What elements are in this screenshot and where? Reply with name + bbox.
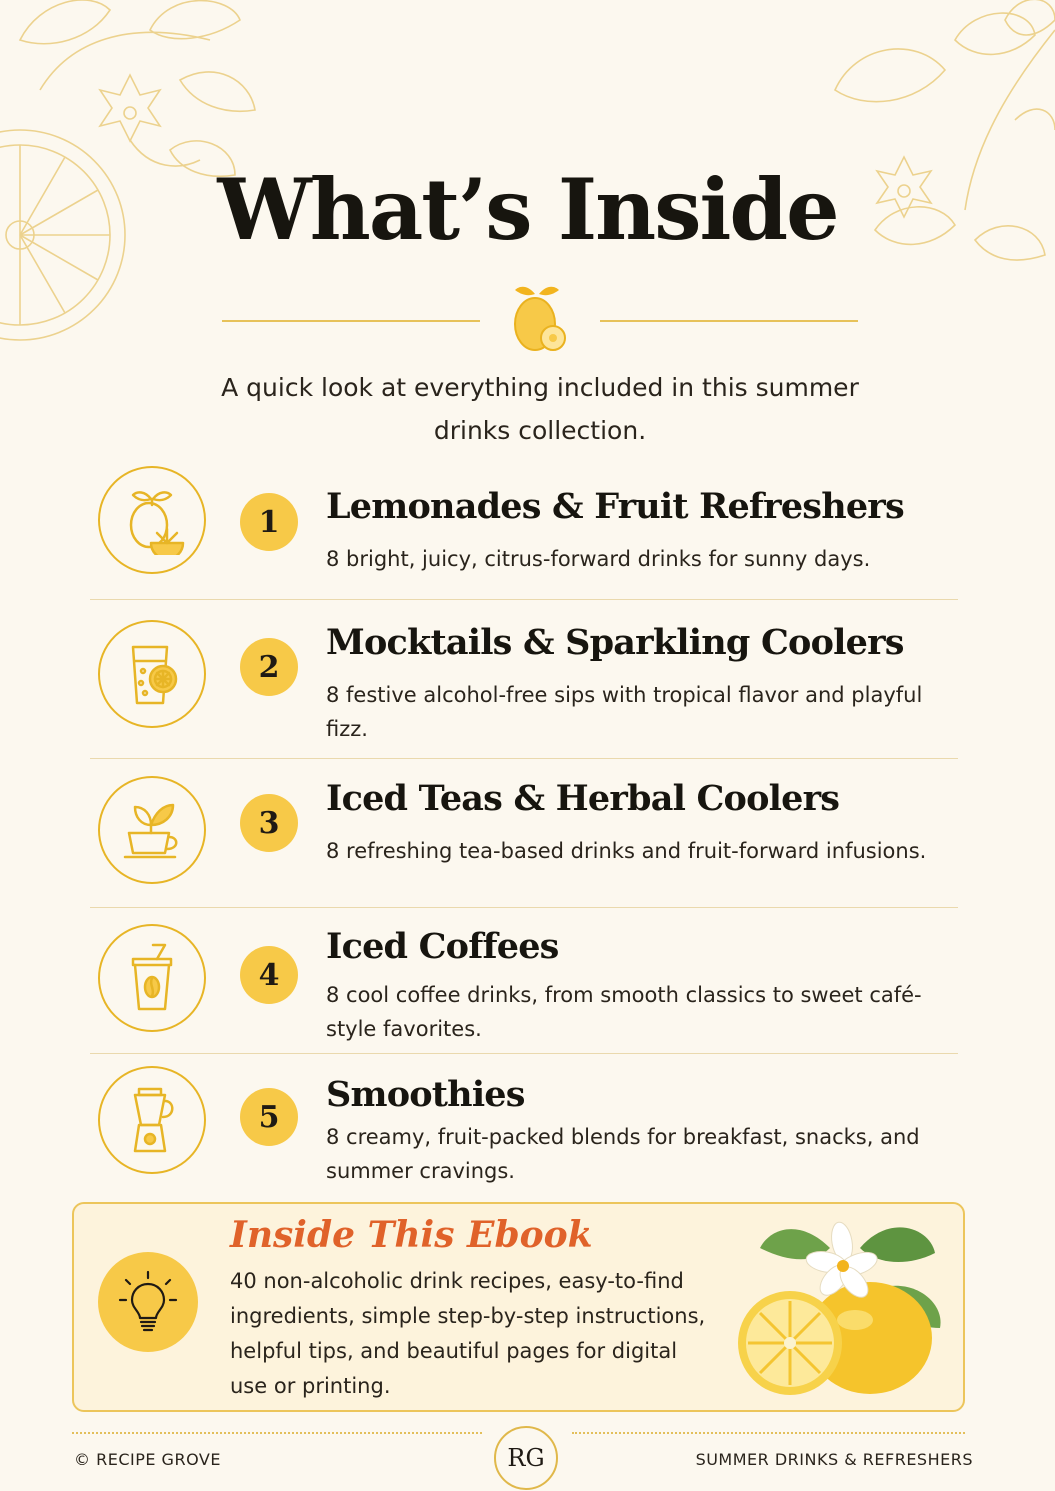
lightbulb-badge xyxy=(98,1252,198,1352)
list-item-smoothies xyxy=(90,1062,958,1196)
page-title: What’s Inside xyxy=(217,160,838,259)
item-description: 8 bright, juicy, citrus-forward drinks for sunny days. xyxy=(326,547,871,571)
blender-icon xyxy=(117,1085,187,1155)
item-description: 8 cool coffee drinks, from smooth classics to sweet café-style favorites. xyxy=(326,983,922,1041)
item-title: Iced Coffees xyxy=(326,926,559,967)
footer-collection-name: SUMMER DRINKS & REFRESHERS xyxy=(695,1450,973,1469)
sparkling-glass-icon xyxy=(117,639,187,709)
list-item-lemonades xyxy=(90,466,958,598)
icon-circle xyxy=(98,1066,206,1174)
icon-circle xyxy=(98,466,206,574)
list-item-iced-teas xyxy=(90,770,958,906)
icon-circle xyxy=(98,620,206,728)
ebook-description: 40 non-alcoholic drink recipes, easy-to-find ingredients, simple step-by-step instructions, helpful tips, and beautiful pages for digital use or printing. xyxy=(230,1269,706,1398)
item-title: Smoothies xyxy=(326,1074,525,1115)
item-title: Lemonades & Fruit Refreshers xyxy=(326,486,904,527)
tea-cup-icon xyxy=(117,795,187,865)
brand-monogram: RG xyxy=(494,1426,558,1490)
item-description: 8 festive alcohol-free sips with tropical flavor and playful fizz. xyxy=(326,683,923,741)
ebook-summary-box xyxy=(72,1202,965,1412)
title-divider-right xyxy=(600,320,858,322)
lemon-icon xyxy=(117,485,187,555)
lemon-icon xyxy=(505,280,569,356)
item-title: Mocktails & Sparkling Coolers xyxy=(326,622,904,663)
number-badge: 2 xyxy=(240,638,298,696)
title-divider-left xyxy=(222,320,480,322)
divider xyxy=(90,758,958,759)
list-item-mocktails xyxy=(90,614,958,754)
lemons-illustration xyxy=(730,1208,950,1408)
footer-divider-left xyxy=(72,1432,482,1434)
lightbulb-icon xyxy=(116,1270,180,1334)
item-description: 8 refreshing tea-based drinks and fruit-forward infusions. xyxy=(326,839,927,863)
iced-coffee-cup-icon xyxy=(117,943,187,1013)
number-badge: 5 xyxy=(240,1088,298,1146)
icon-circle xyxy=(98,924,206,1032)
item-title: Iced Teas & Herbal Coolers xyxy=(326,778,840,819)
ebook-title: Inside This Ebook xyxy=(230,1214,593,1256)
item-description: 8 creamy, fruit-packed blends for breakfast, snacks, and summer cravings. xyxy=(326,1125,920,1183)
divider xyxy=(90,1053,958,1054)
number-badge: 3 xyxy=(240,794,298,852)
footer-brand: © RECIPE GROVE xyxy=(74,1450,221,1469)
footer-divider-right xyxy=(572,1432,965,1434)
divider xyxy=(90,599,958,600)
number-badge: 1 xyxy=(240,493,298,551)
list-item-iced-coffees xyxy=(90,918,958,1052)
number-badge: 4 xyxy=(240,946,298,1004)
divider xyxy=(90,907,958,908)
page-subtitle: A quick look at everything included in this summer drinks collection. xyxy=(221,373,859,445)
icon-circle xyxy=(98,776,206,884)
